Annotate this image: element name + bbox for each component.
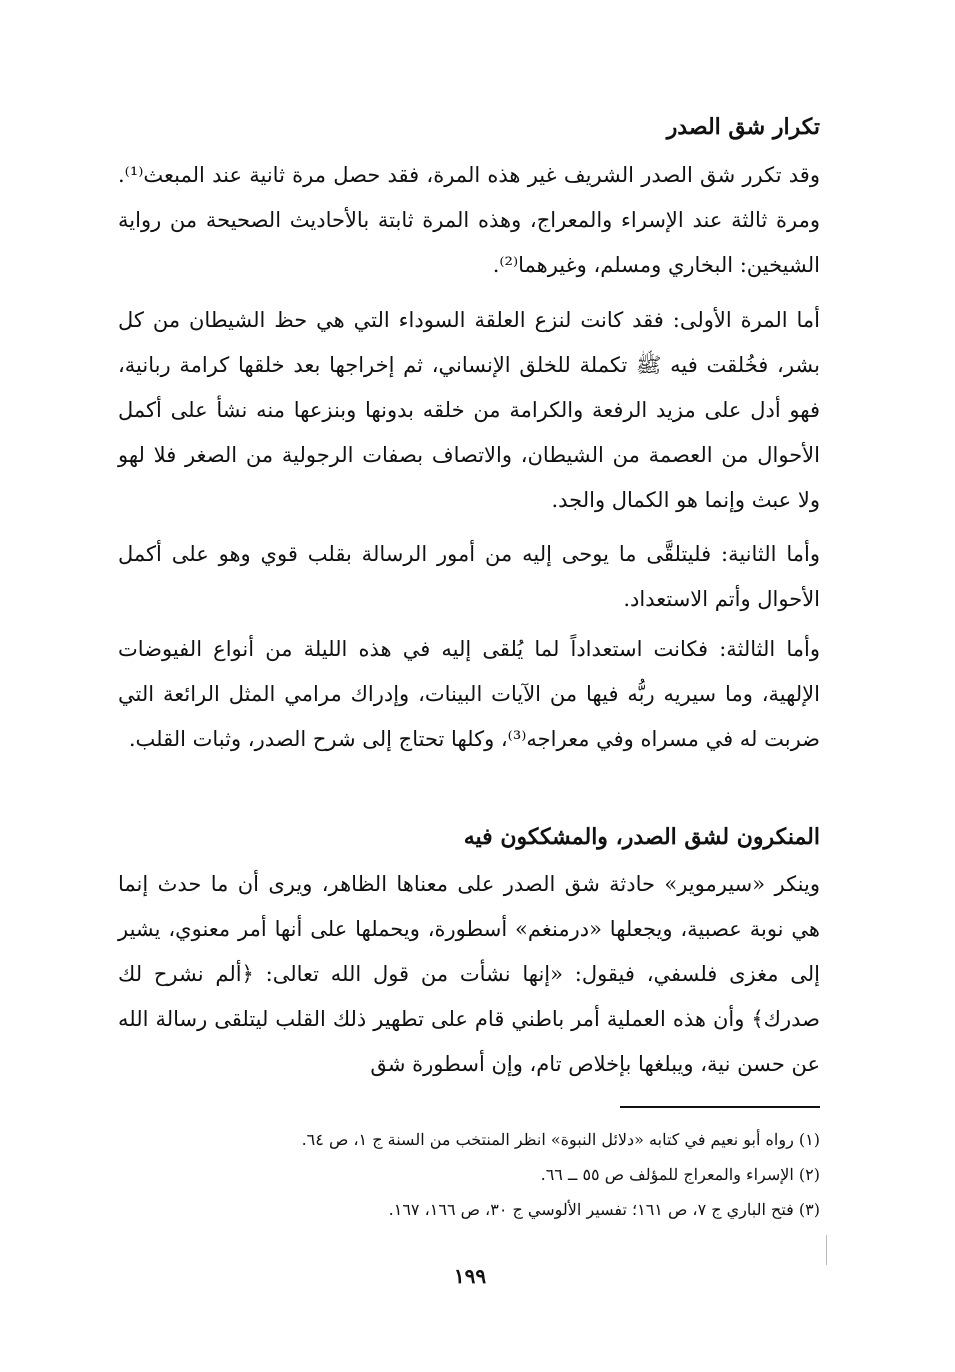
margin-mark	[826, 1235, 827, 1265]
paragraph-text: وقد تكرر شق الصدر الشريف غير هذه المرة، فقد حصل مرة ثانية عند المبعث⁽¹⁾. ومرة ثالثة عند الإسراء والمعراج، وهذه المرة ثابتة بالأحاديث الصحيحة من رواية الشيخين: البخاري ومسلم، وغيرهما⁽²⁾.	[118, 163, 821, 277]
section-heading-repetition: تكرار شق الصدر	[666, 114, 820, 140]
paragraph-first-time	[118, 298, 820, 523]
footnotes	[180, 1122, 820, 1227]
footnote-2: (٢) الإسراء والمعراج للمؤلف ص ٥٥ ــ ٦٦.	[540, 1165, 820, 1184]
paragraph-third-time	[118, 627, 820, 762]
paragraph-deniers	[118, 862, 820, 1087]
paragraph-repetition-intro	[118, 153, 820, 288]
paragraph-text: أما المرة الأولى: فقد كانت لنزع العلقة السوداء التي هي حظ الشيطان من كل بشر، فخُلقت فيه ﷺ تكملة للخلق الإنساني، ثم إخراجها بعد خلقها كرامة ربانية، فهو أدل على مزيد الرفعة والكرامة من خلقه بدونها وبنزعها منه نشأ على أكمل الأحوال من العصمة من الشيطان، والاتصاف بصفات الرجولية من الصغر فلا لهو ولا عبث وإنما هو الكمال والجد.	[118, 308, 820, 512]
footnote-divider	[620, 1106, 820, 1108]
paragraph-second-time	[118, 532, 820, 622]
paragraph-text: وأما الثالثة: فكانت استعداداً لما يُلقى إليه في هذه الليلة من أنواع الفيوضات الإلهية، وما سيريه ربُّه فيها من الآيات البينات، وإدراك مرامي المثل الرائعة التي ضربت له في مسراه وفي معراجه⁽³⁾، وكلها تحتاج إلى شرح الصدر، وثبات القلب.	[118, 637, 820, 751]
paragraph-text: وأما الثانية: فليتلقَّى ما يوحى إليه من أمور الرسالة بقلب قوي وهو على أكمل الأحوال وأتم الاستعداد.	[118, 542, 820, 611]
page-number: ١٩٩	[453, 1264, 487, 1288]
footnote-3: (٣) فتح الباري ج ٧، ص ١٦١؛ تفسير الألوسي ج ٣٠، ص ١٦٦، ١٦٧.	[388, 1200, 820, 1219]
section-heading-deniers: المنكرون لشق الصدر، والمشككون فيه	[463, 824, 820, 850]
paragraph-text: وينكر «سيرموير» حادثة شق الصدر على معناها الظاهر، ويرى أن ما حدث إنما هي نوبة عصبية، ويجعلها «درمنغم» أسطورة، ويحملها على أنها أمر معنوي، يشير إلى مغزى فلسفي، فيقول: «إنها نشأت من قول الله تعالى: ﴿ألم نشرح لك صدرك﴾ وأن هذه العملية أمر باطني قام على تطهير ذلك القلب ليتلقى رسالة الله عن حسن نية، ويبلغها بإخلاص تام، وإن أسطورة شق	[118, 872, 820, 1076]
footnote-1: (١) رواه أبو نعيم في كتابه «دلائل النبوة» انظر المنتخب من السنة ج ١، ص ٦٤.	[301, 1130, 820, 1149]
